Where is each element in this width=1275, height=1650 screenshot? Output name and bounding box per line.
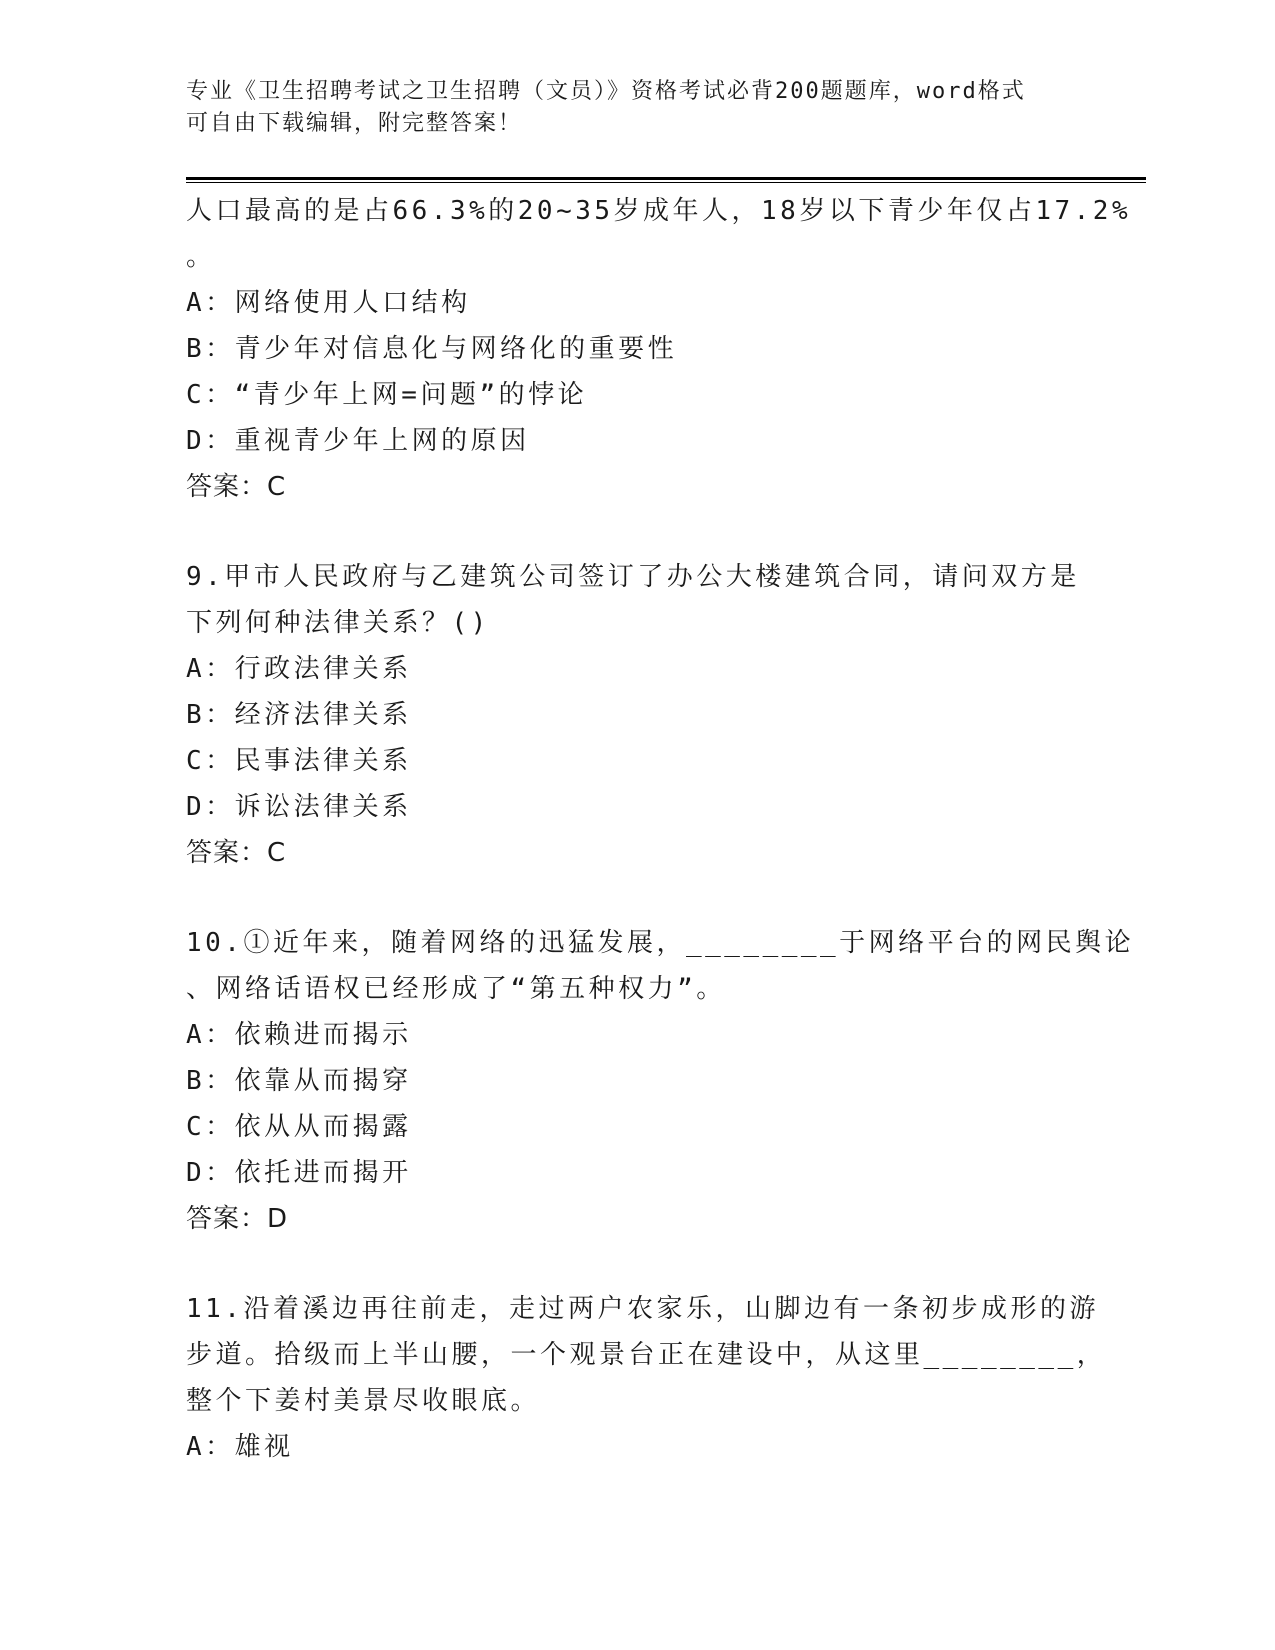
header-divider: [186, 177, 1146, 183]
question-text-line: 11.沿着溪边再往前走，走过两户农家乐，山脚边有一条初步成形的游: [186, 1294, 1099, 1324]
option-d: D：依托进而揭开: [186, 1158, 412, 1188]
option-c: C：“青少年上网=问题”的悖论: [186, 380, 588, 410]
question-text-line: 9.甲市人民政府与乙建筑公司签订了办公大楼建筑合同，请问双方是: [186, 562, 1080, 592]
spacer: [186, 876, 1146, 920]
question-text-line: 人口最高的是占66.3%的20~35岁成年人，18岁以下青少年仅占17.2%: [186, 196, 1132, 226]
question-list: [186, 188, 1146, 1470]
option-a: A：依赖进而揭示: [186, 1020, 412, 1050]
option-c: C：依从从而揭露: [186, 1112, 412, 1142]
option-b: B：青少年对信息化与网络化的重要性: [186, 334, 678, 364]
header-title-line-1: 专业《卫生招聘考试之卫生招聘（文员）》资格考试必背200题题库，word格式: [186, 79, 1026, 104]
question-text-line: 下列何种法律关系？(): [186, 608, 490, 638]
answer-line: 答案：C: [186, 472, 287, 502]
answer-line: 答案：D: [186, 1204, 289, 1234]
document-header: [186, 76, 1086, 140]
option-a: A：行政法律关系: [186, 654, 412, 684]
option-b: B：依靠从而揭穿: [186, 1066, 412, 1096]
question-text-line: 。: [186, 242, 216, 272]
header-title-line-2: 可自由下载编辑，附完整答案！: [186, 111, 523, 136]
question-block-10: [186, 920, 1146, 1242]
question-block-intro: [186, 188, 1146, 510]
option-d: D：诉讼法律关系: [186, 792, 412, 822]
question-text-line: 步道。拾级而上半山腰，一个观景台正在建设中，从这里________，: [186, 1340, 1107, 1370]
question-block-11: [186, 1286, 1146, 1470]
option-a: A：网络使用人口结构: [186, 288, 471, 318]
answer-line: 答案：C: [186, 838, 287, 868]
question-text-line: 、网络话语权已经形成了“第五种权力”。: [186, 974, 726, 1004]
option-a: A：雄视: [186, 1432, 294, 1462]
option-c: C：民事法律关系: [186, 746, 412, 776]
option-b: B：经济法律关系: [186, 700, 412, 730]
spacer: [186, 510, 1146, 554]
divider-thin-line: [186, 182, 1146, 183]
divider-thick-line: [186, 177, 1146, 180]
option-d: D：重视青少年上网的原因: [186, 426, 530, 456]
spacer: [186, 1242, 1146, 1286]
question-text-line: 10.①近年来，随着网络的迅猛发展，________于网络平台的网民舆论: [186, 928, 1135, 958]
question-block-9: [186, 554, 1146, 876]
question-text-line: 整个下姜村美景尽收眼底。: [186, 1386, 541, 1416]
